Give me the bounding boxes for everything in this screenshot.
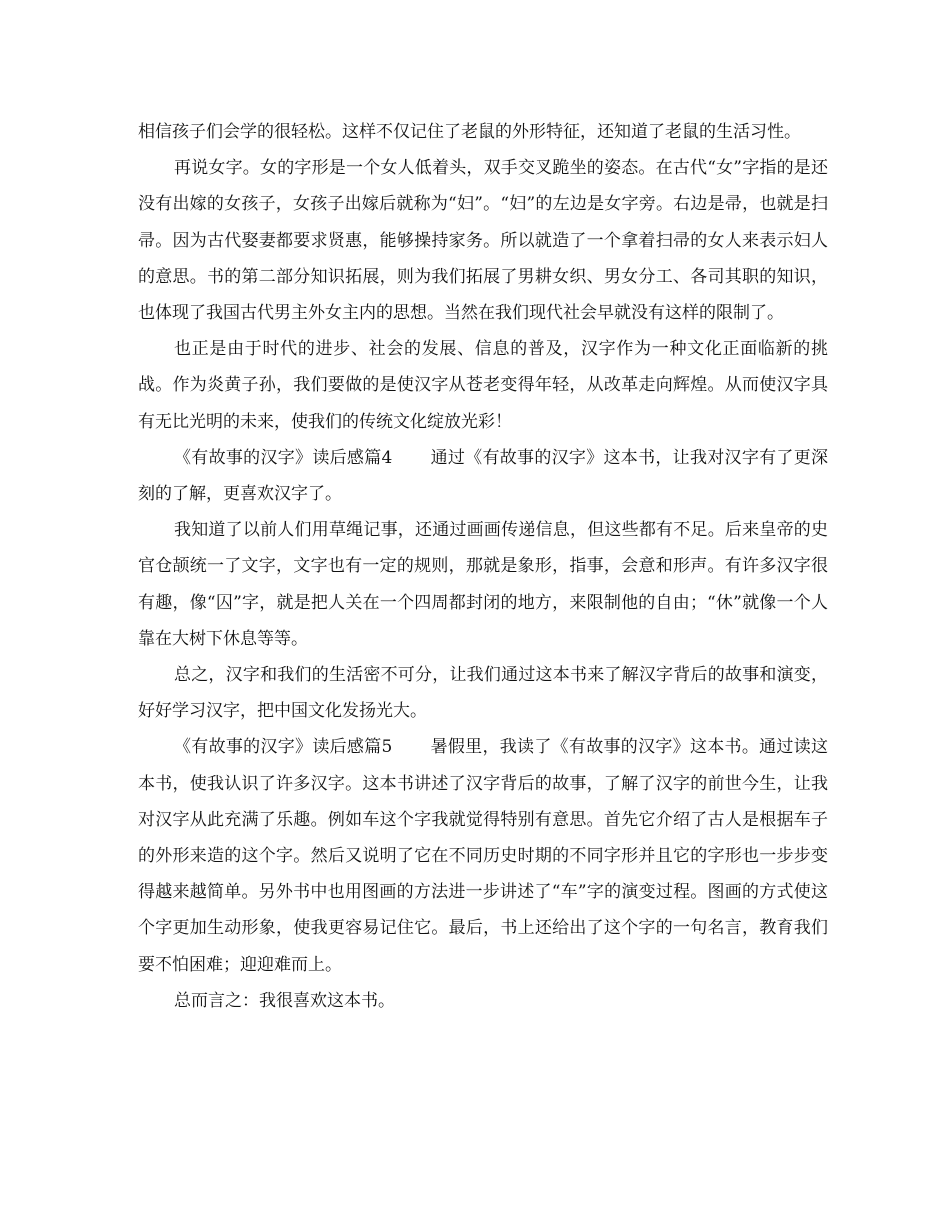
essay-5-heading: 《有故事的汉字》读后感篇5 [174, 737, 393, 758]
paragraph-3-text: 也正是由于时代的进步、社会的发展、信息的普及，汉字作为一种文化正面临新的挑战。作为炎黄子孙，我们要做的是使汉字从苍老变得年轻，从改革走向辉煌。从而使汉字具有无比光明的未来，使我们的传统文化绽放光彩！ [138, 339, 828, 432]
paragraph-5-text: 我知道了以前人们用草绳记事，还通过画画传递信息，但这些都有不足。后来皇帝的史官仓颉统一了文字，文字也有一定的规则，那就是象形，指事，会意和形声。有许多汉字很有趣，像“囚”字，就是把人关在一个四周都封闭的地方，来限制他的自由；“休”就像一个人靠在大树下休息等等。 [138, 520, 828, 649]
paragraph-7 [138, 729, 828, 982]
paragraph-6-text: 总之，汉字和我们的生活密不可分，让我们通过这本书来了解汉字背后的故事和演变，好好学习汉字，把中国文化发扬光大。 [138, 665, 828, 722]
paragraph-4-text: 通过《有故事的汉字》这本书，让我对汉字有了更深刻的了解，更喜欢汉字了。 [138, 447, 828, 505]
document-page [138, 114, 828, 1019]
paragraph-8 [138, 983, 828, 1019]
paragraph-2-text: 再说女字。女的字形是一个女人低着头，双手交叉跪坐的姿态。在古代“女”字指的是还没有出嫁的女孩子，女孩子出嫁后就称为“妇”。“妇”的左边是女字旁。右边是帚，也就是扫帚。因为古代娶妻都要求贤惠，能够操持家务。所以就造了一个拿着扫帚的女人来表示妇人的意思。书的第二部分知识拓展，则为我们拓展了男耕女织、男女分工、各司其职的知识，也体现了我国古代男主外女主内的思想。当然在我们现代社会早就没有这样的限制了。 [138, 158, 828, 324]
paragraph-2 [138, 150, 828, 331]
paragraph-6 [138, 657, 828, 729]
essay-4-heading: 《有故事的汉字》读后感篇4 [174, 447, 393, 468]
paragraph-1 [138, 114, 828, 150]
paragraph-8-text: 总而言之：我很喜欢这本书。 [174, 990, 395, 1011]
paragraph-5 [138, 512, 828, 657]
paragraph-1-text: 相信孩子们会学的很轻松。这样不仅记住了老鼠的外形特征，还知道了老鼠的生活习性。 [138, 122, 801, 142]
paragraph-4 [138, 440, 828, 512]
paragraph-3 [138, 331, 828, 440]
paragraph-7-text: 暑假里，我读了《有故事的汉字》这本书。通过读这本书，使我认识了许多汉字。这本书讲述了汉字背后的故事，了解了汉字的前世今生，让我对汉字从此充满了乐趣。例如车这个字我就觉得特别有意思。首先它介绍了古人是根据车子的外形来造的这个字。然后又说明了它在不同历史时期的不同字形并且它的字形也一步步变得越来越简单。另外书中也用图画的方法进一步讲述了“车”字的演变过程。图画的方式使这个字更加生动形象，使我更容易记住它。最后，书上还给出了这个字的一句名言，教育我们要不怕困难；迎迎难而上。 [138, 737, 828, 975]
